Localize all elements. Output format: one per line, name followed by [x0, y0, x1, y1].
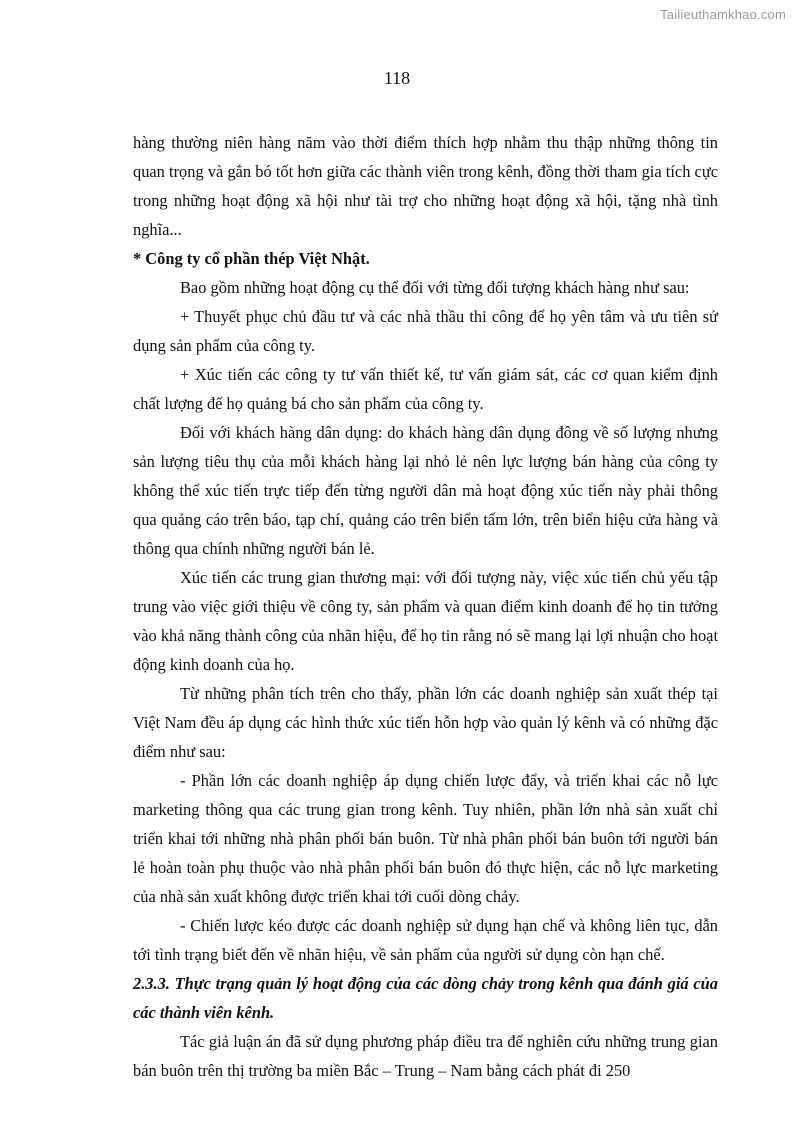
paragraph-intermediaries: Xúc tiến các trung gian thương mại: với đối tượng này, việc xúc tiến chủ yếu tập trung vào việc giới thiệu về công ty, sản phẩm và quan điểm kinh doanh để họ tin tưởng vào khả năng thành công của nhãn hiệu, để họ tin rằng nó sẽ mang lại lợi nhuận cho hoạt động kinh doanh của họ. — [133, 568, 718, 674]
company-heading: * Công ty cổ phần thép Việt Nhật. — [133, 249, 370, 268]
paragraph-bullet-2: + Xúc tiến các công ty tư vấn thiết kế, tư vấn giám sát, các cơ quan kiểm định chất lượng để họ quảng bá cho sản phẩm của công ty. — [133, 365, 718, 413]
paragraph-bullet-1: + Thuyết phục chủ đầu tư và các nhà thầu thi công để họ yên tâm và ưu tiên sử dụng sản phẩm của công ty. — [133, 307, 718, 355]
paragraph-analysis: Từ những phân tích trên cho thấy, phần lớn các doanh nghiệp sản xuất thép tại Việt Nam đều áp dụng các hình thức xúc tiến hỗn hợp vào quản lý kênh và có những đặc điểm như sau: — [133, 684, 718, 761]
document-body — [133, 128, 718, 1085]
page-number: 118 — [383, 68, 411, 88]
watermark-text: Tailieuthamkhao.com — [660, 7, 786, 22]
paragraph-survey: Tác giả luận án đã sử dụng phương pháp điều tra để nghiên cứu những trung gian bán buôn trên thị trường ba miền Bắc – Trung – Nam bằng cách phát đi 250 — [133, 1032, 718, 1080]
paragraph-push-strategy: - Phần lớn các doanh nghiệp áp dụng chiến lược đẩy, và triển khai các nỗ lực marketing thông qua các trung gian trong kênh. Tuy nhiên, phần lớn nhà sản xuất chỉ triển khai tới những nhà phân phối bán buôn. Từ nhà phân phối bán buôn tới người bán lẻ hoàn toàn phụ thuộc vào nhà phân phối bán buôn đó thực hiện, các nỗ lực marketing của nhà sản xuất không được triển khai tới cuối dòng chảy. — [133, 771, 718, 906]
paragraph-consumers: Đối với khách hàng dân dụng: do khách hàng dân dụng đông về số lượng nhưng sản lượng tiêu thụ của mỗi khách hàng lại nhỏ lẻ nên lực lượng bán hàng của công ty không thể xúc tiến trực tiếp đến từng người dân mà hoạt động xúc tiến này phải thông qua quảng cáo trên báo, tạp chí, quảng cáo trên biển tấm lớn, trên biển hiệu cửa hàng và thông qua chính những người bán lẻ. — [133, 423, 718, 558]
paragraph-pull-strategy: - Chiến lược kéo được các doanh nghiệp sử dụng hạn chế và không liên tục, dẫn tới tình trạng biết đến về nhãn hiệu, về sản phẩm của người sử dụng còn hạn chế. — [133, 916, 718, 964]
paragraph-intro: Bao gồm những hoạt động cụ thể đối với từng đối tượng khách hàng như sau: — [180, 278, 690, 297]
section-heading-2-3-3: 2.3.3. Thực trạng quản lý hoạt động của các dòng chảy trong kênh qua đánh giá của các thành viên kênh. — [133, 974, 718, 1022]
paragraph-1: hàng thường niên hàng năm vào thời điểm thích hợp nhằm thu thập những thông tin quan trọng và gắn bó tốt hơn giữa các thành viên trong kênh, đồng thời tham gia tích cực trong những hoạt động xã hội như tài trợ cho những hoạt động xã hội, tặng nhà tình nghĩa... — [133, 133, 718, 239]
